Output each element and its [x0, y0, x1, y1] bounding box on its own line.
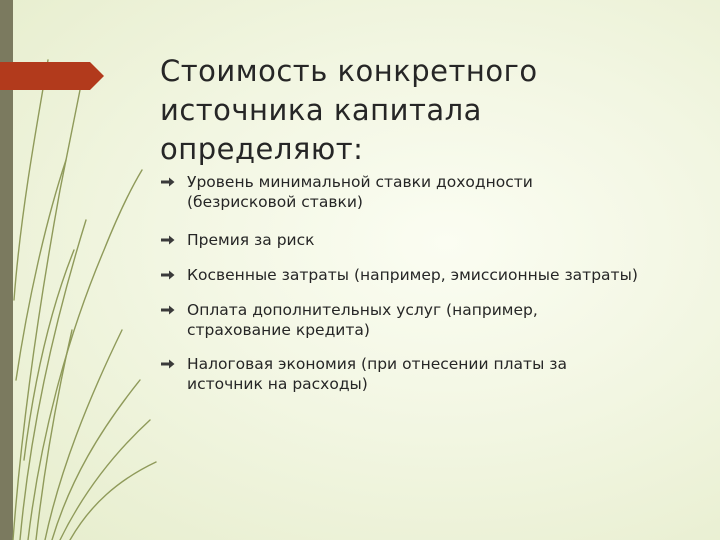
list-item-text: Косвенные затраты (например, эмиссионные затраты) — [187, 266, 638, 284]
list-item — [161, 172, 641, 212]
arrow-right-icon — [161, 177, 175, 187]
arrow-right-icon — [161, 305, 175, 315]
list-item-text: Уровень минимальной ставки доходности (безрисковой ставки) — [187, 173, 533, 211]
arrow-tab-icon — [0, 0, 160, 540]
slide-title: Стоимость конкретного источника капитала определяют: — [160, 54, 538, 166]
arrow-right-icon — [161, 235, 175, 245]
list-item — [161, 300, 641, 340]
list-item-text: Премия за риск — [187, 231, 315, 249]
list-item — [161, 265, 641, 285]
arrow-right-icon — [161, 359, 175, 369]
arrow-right-icon — [161, 270, 175, 280]
bullet-list — [161, 172, 641, 394]
list-item-text: Налоговая экономия (при отнесении платы за источник на расходы) — [187, 355, 567, 393]
list-item-text: Оплата дополнительных услуг (например, страхование кредита) — [187, 301, 538, 339]
list-item — [161, 230, 641, 250]
list-item — [161, 354, 641, 394]
